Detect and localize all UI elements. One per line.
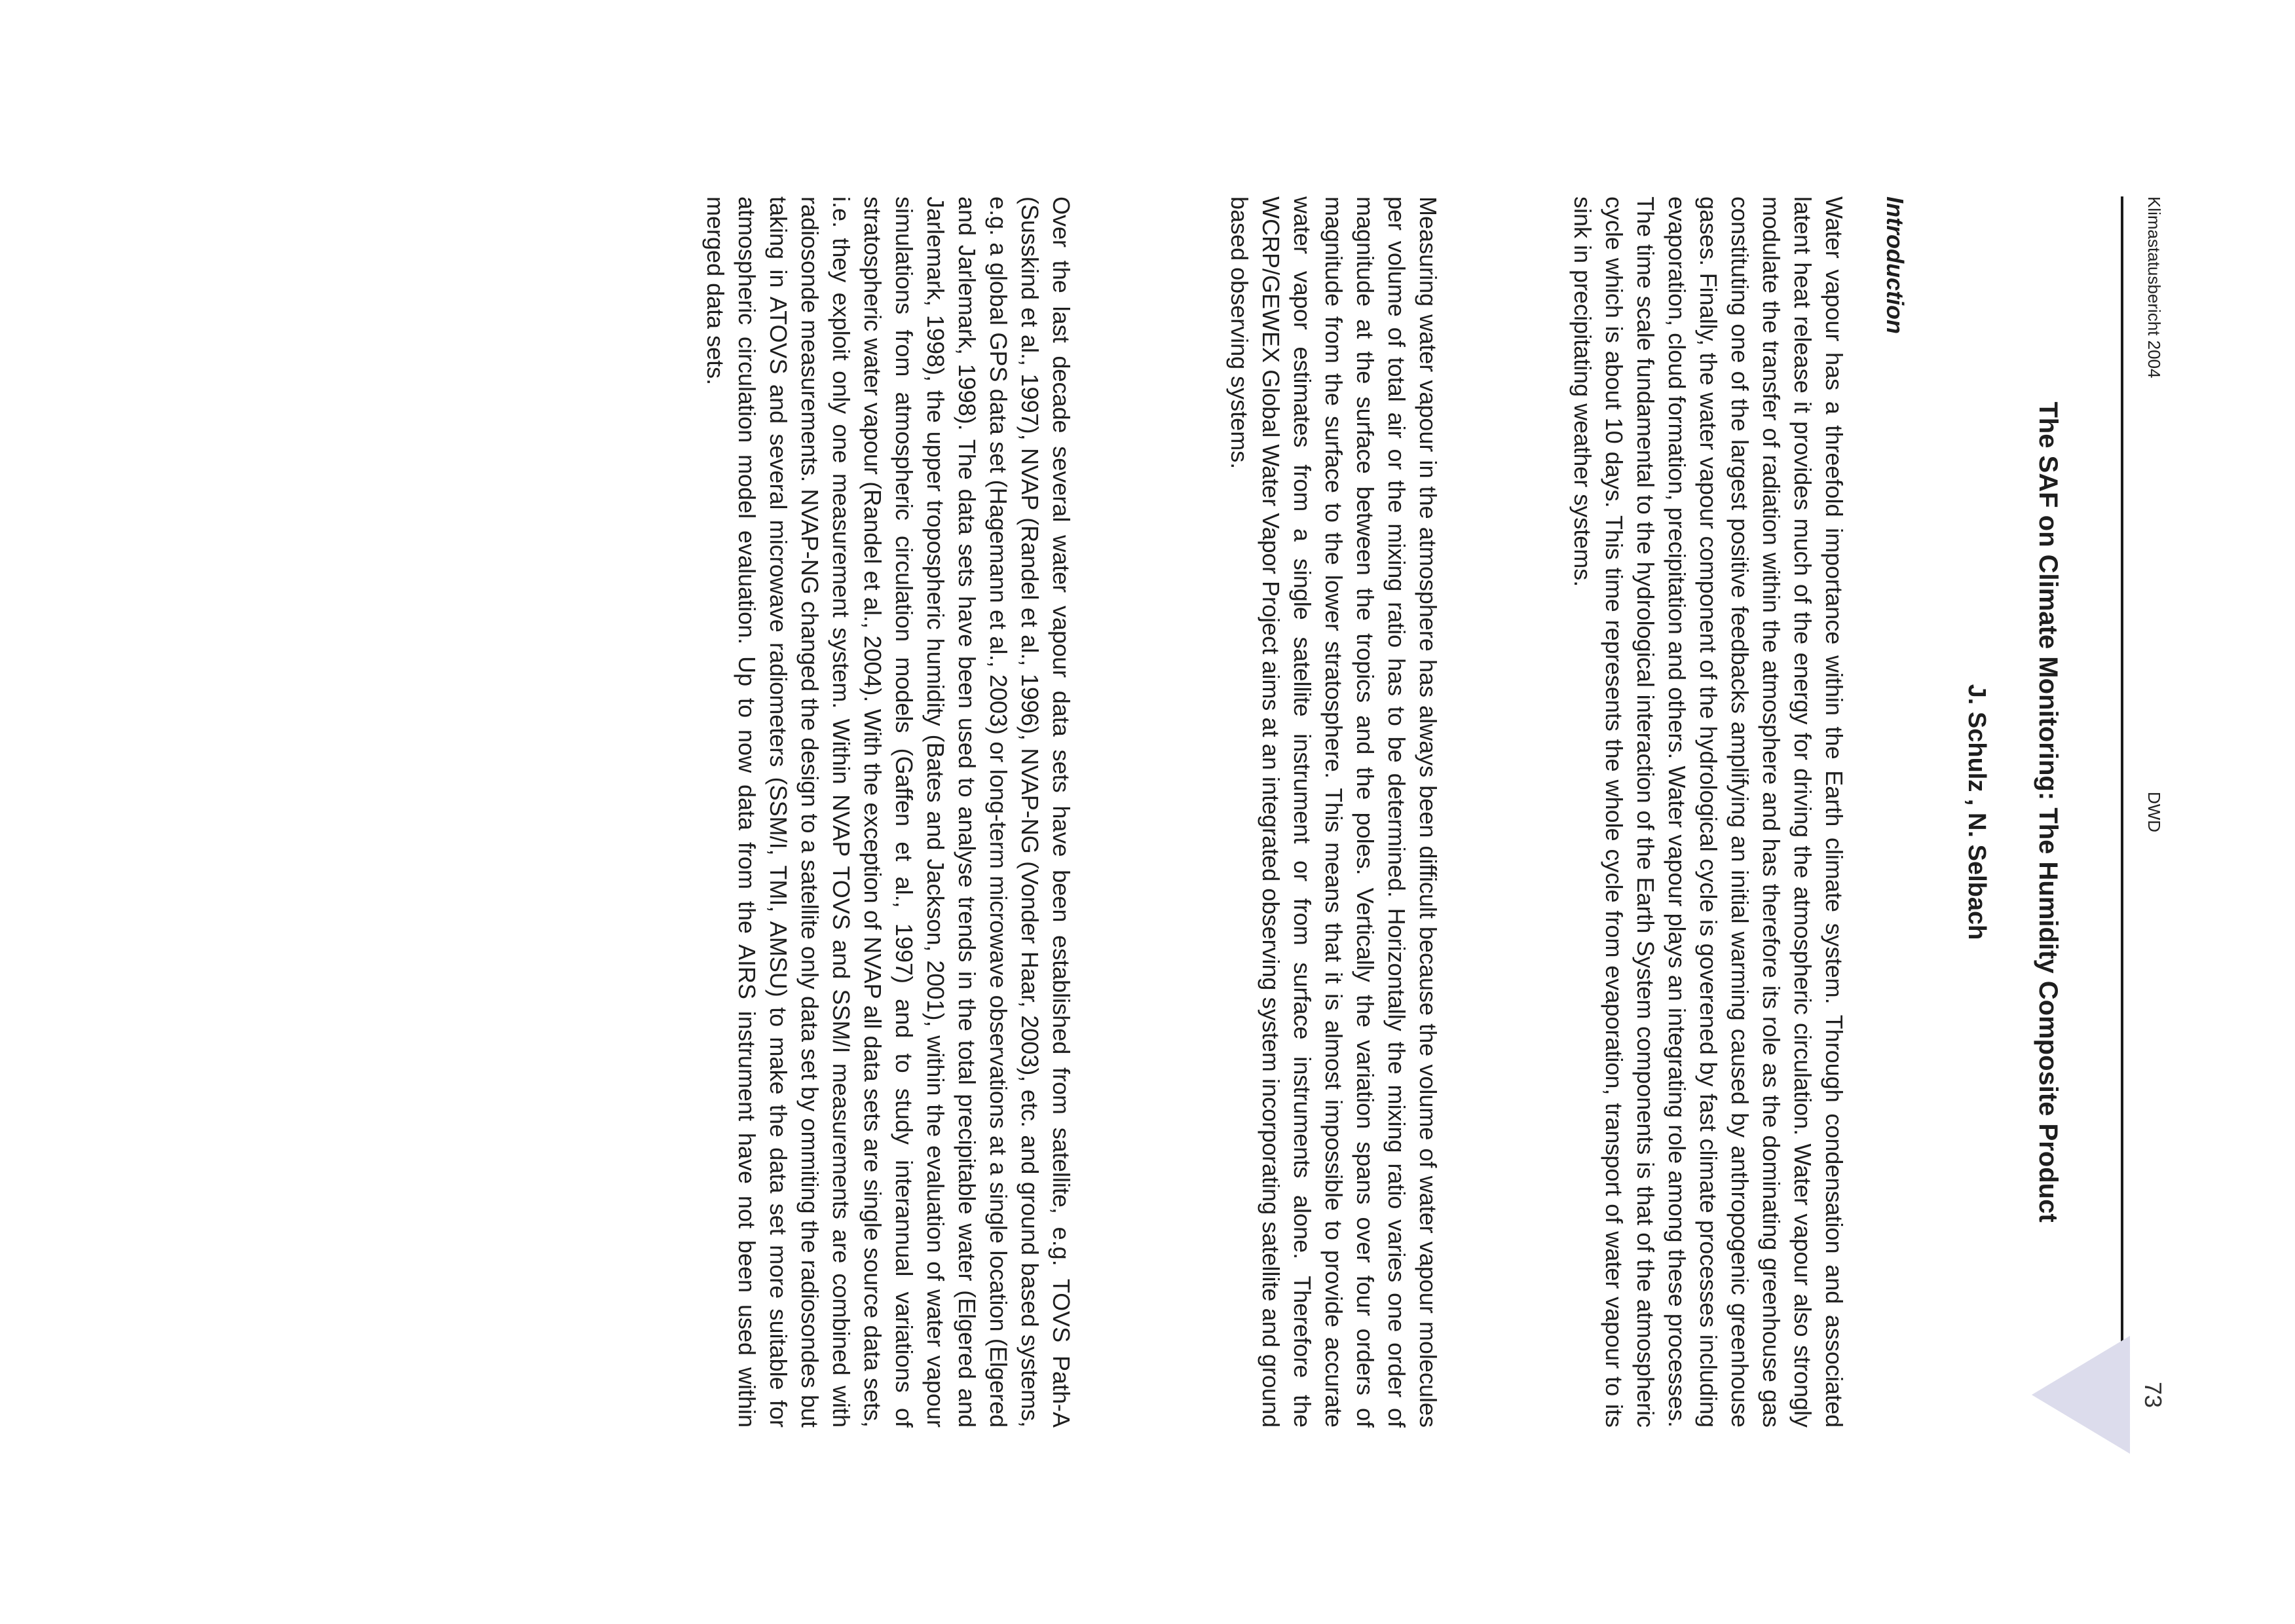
header-organization: DWD	[2144, 791, 2164, 833]
header-rule	[2121, 196, 2123, 1428]
header-publication: Klimastatusbericht 2004	[2144, 196, 2164, 378]
article-authors: J. Schulz , N. Selbach	[1963, 684, 1990, 940]
article-title: The SAF on Climate Monitoring: The Humidity Composite Product	[2034, 401, 2062, 1223]
section-heading: Introduction	[1882, 196, 1909, 334]
body-paragraph: Measuring water vapour in the atmosphere has always been difficult because the volume of water vapour molecules per volume of total air or the mixing ratio has to be determined. Horizontally the mixing ratio varies one order of magnitude at the surface between the tropics and the poles. Vertically the variation spans over four orders of magnitude from the surface to the lower stratosphere. This means that it is almost impossible to provide accurate water vapor estimates from a single satellite instrument or from surface instruments alone. Therefore the WCRP/GEWEX Global Water Vapor Project aims at an integrated observing system incorporating satellite and ground based observing systems.	[1226, 196, 1442, 1428]
page-number: 73	[2140, 1381, 2167, 1409]
body-paragraph: Over the last decade several water vapour data sets have been established from satellite, e.g. TOVS Path-A (Susskind et al., 1997), NVAP (Randel et al., 1996), NVAP-NG (Vonder Haar, 2003), etc. and ground based systems, e.g. a global GPS data set (Hagemann et al., 2003) or long-term microwave observations at a single location (Elgered and Jarlemark, 1998). The data sets have been used to analyse trends in the total precipitable water (Elgered and Jarlemark, 1998), the upper tropospheric humidity (Bates and Jackson, 2001), within the evaluation of water vapour simulations from atmospheric circulation models (Gaffen et al., 1997) and to study interannual variations of stratospheric water vapour (Randel et al., 2004). With the exception of NVAP all data sets are single source data sets, i.e. they exploit only one measurement system. Within NVAP TOVS and SSM/I measurements are combined with radiosonde measurements. NVAP-NG changed the design to a satellite only data set by ommiting the radiosondes but taking in ATOVS and several microwave radiometers (SSM/I, TMI, AMSU) to make the data set more suitable for atmospheric circulation model evaluation. Up to now data from the AIRS instrument have not been used within merged data sets.	[702, 196, 1075, 1428]
running-header	[2131, 196, 2164, 1428]
body-paragraph: Water vapour has a threefold importance within the Earth climate system. Through condensation and associated latent heat release it provides much of the energy for driving the atmospheric circulation. Water vapour also strongly modulate the transfer of radiation within the atmosphere and has therefore its role as the dominating greenhouse gas constituting one of the largest positive feedbacks amplifying an initial warming caused by anthropogenic greenhouse gases. Finally, the water vapour component of the hydrological cycle is goverened by fast climate processes including evaporation, cloud formation, precipitation and others. Water vapour plays an integrating role among these processes. The time scale fundamental to the hydrological interaction of the Earth System components is that of the atmospheric cycle which is about 10 days. This time represents the whole cycle from evaporation, transport of water vapour to its sink in precipitating weather systems.	[1569, 196, 1848, 1428]
